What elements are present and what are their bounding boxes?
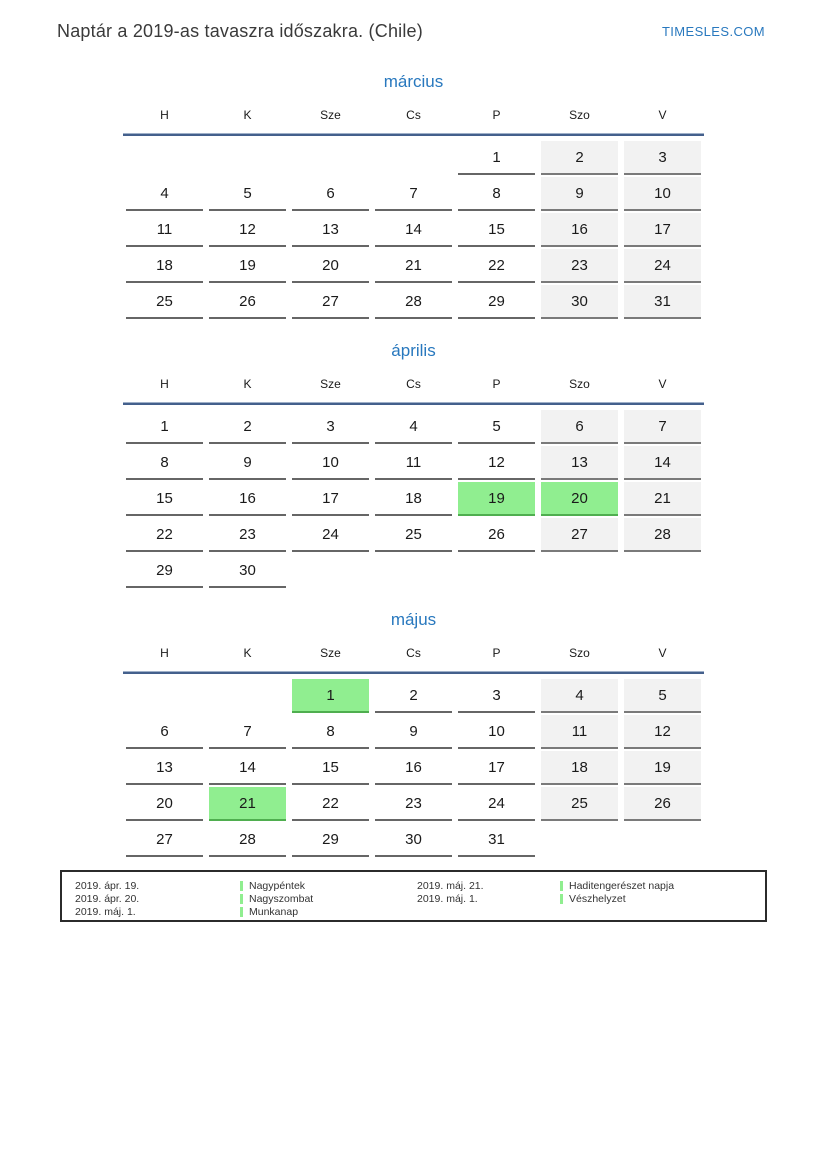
day-cell xyxy=(621,714,704,750)
day-number: 23 xyxy=(571,256,588,274)
day-number: 27 xyxy=(322,292,339,310)
day-number: 7 xyxy=(409,184,418,202)
weekday-label: Cs xyxy=(406,646,421,660)
day-cell xyxy=(621,786,704,822)
weekday-label: K xyxy=(243,377,252,391)
weekday-label: V xyxy=(658,108,667,122)
day-number: 22 xyxy=(322,794,339,812)
day-number: 16 xyxy=(239,489,256,507)
day-number: 18 xyxy=(156,256,173,274)
day-number: 9 xyxy=(409,722,418,740)
day-cell xyxy=(455,176,538,212)
day-cell xyxy=(372,517,455,553)
day-cell xyxy=(455,481,538,517)
day-cell xyxy=(206,248,289,284)
weekday-label: Sze xyxy=(320,377,341,391)
day-cell xyxy=(289,714,372,750)
day-cell xyxy=(538,445,621,481)
day-cell xyxy=(372,786,455,822)
weekday-label: V xyxy=(658,377,667,391)
week-row xyxy=(123,553,704,589)
day-number: 20 xyxy=(156,794,173,812)
day-cell xyxy=(538,517,621,553)
day-number: 15 xyxy=(156,489,173,507)
day-cell xyxy=(621,140,704,176)
day-cell xyxy=(455,212,538,248)
legend-date: 2019. ápr. 19. xyxy=(75,879,140,892)
day-number: 28 xyxy=(405,292,422,310)
day-number: 30 xyxy=(239,561,256,579)
day-cell xyxy=(621,409,704,445)
legend-date: 2019. ápr. 20. xyxy=(75,892,140,905)
weeks-grid xyxy=(123,140,704,320)
day-number: 22 xyxy=(156,525,173,543)
legend-date: 2019. máj. 1. xyxy=(417,892,478,905)
day-cell xyxy=(372,212,455,248)
day-cell xyxy=(455,409,538,445)
legend-label: Munkanap xyxy=(249,905,299,918)
weekday-label: H xyxy=(160,377,169,391)
day-number: 8 xyxy=(492,184,501,202)
day-number: 1 xyxy=(160,417,169,435)
day-number: 29 xyxy=(156,561,173,579)
holiday-marker-icon xyxy=(560,894,563,904)
weekday-label: P xyxy=(492,108,501,122)
day-cell xyxy=(123,445,206,481)
week-row xyxy=(123,750,704,786)
weekday-label: Szo xyxy=(569,377,590,391)
day-cell xyxy=(206,822,289,858)
day-number: 24 xyxy=(654,256,671,274)
day-number: 26 xyxy=(239,292,256,310)
day-cell xyxy=(372,750,455,786)
day-cell xyxy=(123,481,206,517)
day-cell xyxy=(289,212,372,248)
day-cell xyxy=(123,714,206,750)
legend-date: 2019. máj. 1. xyxy=(75,905,136,918)
day-cell xyxy=(538,212,621,248)
weekday-label: Cs xyxy=(406,377,421,391)
day-number: 16 xyxy=(571,220,588,238)
day-cell xyxy=(621,553,704,589)
weekday-header-row xyxy=(123,372,704,396)
weekday-label: K xyxy=(243,646,252,660)
day-cell xyxy=(123,553,206,589)
day-cell xyxy=(621,248,704,284)
day-number: 3 xyxy=(658,148,667,166)
page-title: Naptár a 2019-as tavaszra időszakra. (Chile) xyxy=(57,21,423,41)
holiday-marker-icon xyxy=(240,907,243,917)
day-number: 23 xyxy=(239,525,256,543)
day-cell xyxy=(206,714,289,750)
day-number: 9 xyxy=(575,184,584,202)
day-cell xyxy=(206,481,289,517)
legend-date: 2019. máj. 21. xyxy=(417,879,484,892)
day-number: 1 xyxy=(492,148,501,166)
week-row xyxy=(123,212,704,248)
day-number: 8 xyxy=(326,722,335,740)
day-number: 12 xyxy=(488,453,505,471)
day-number: 20 xyxy=(571,489,588,507)
day-cell xyxy=(206,553,289,589)
day-number: 18 xyxy=(405,489,422,507)
day-cell xyxy=(538,481,621,517)
day-number: 22 xyxy=(488,256,505,274)
day-number: 2 xyxy=(575,148,584,166)
day-number: 23 xyxy=(405,794,422,812)
day-cell xyxy=(289,678,372,714)
day-number: 5 xyxy=(658,686,667,704)
month-section xyxy=(123,70,704,320)
day-number: 19 xyxy=(239,256,256,274)
day-cell xyxy=(538,248,621,284)
week-row xyxy=(123,409,704,445)
day-number: 10 xyxy=(654,184,671,202)
day-number: 10 xyxy=(488,722,505,740)
day-number: 16 xyxy=(405,758,422,776)
legend-row xyxy=(75,879,313,892)
legend-column-left xyxy=(75,879,313,918)
weekday-label: H xyxy=(160,646,169,660)
day-number: 27 xyxy=(571,525,588,543)
month-header-line xyxy=(123,133,704,136)
day-number: 25 xyxy=(571,794,588,812)
day-number: 28 xyxy=(239,830,256,848)
month-section xyxy=(123,339,704,589)
day-cell xyxy=(538,822,621,858)
day-cell xyxy=(289,822,372,858)
month-header-line xyxy=(123,402,704,405)
day-number: 21 xyxy=(239,794,256,812)
day-cell xyxy=(621,212,704,248)
day-cell xyxy=(372,822,455,858)
day-cell xyxy=(123,176,206,212)
legend-label: Vészhelyzet xyxy=(569,892,626,905)
weekday-label: Szo xyxy=(569,108,590,122)
day-cell xyxy=(455,678,538,714)
day-cell xyxy=(372,140,455,176)
legend-row xyxy=(75,892,313,905)
weekday-label: Sze xyxy=(320,646,341,660)
day-cell xyxy=(289,481,372,517)
month-section xyxy=(123,608,704,858)
day-number: 17 xyxy=(654,220,671,238)
day-number: 10 xyxy=(322,453,339,471)
day-cell xyxy=(372,553,455,589)
day-cell xyxy=(621,176,704,212)
day-cell xyxy=(538,678,621,714)
weekday-label: Cs xyxy=(406,108,421,122)
holiday-marker-icon xyxy=(560,881,563,891)
day-number: 25 xyxy=(405,525,422,543)
day-cell xyxy=(123,212,206,248)
week-row xyxy=(123,481,704,517)
day-number: 18 xyxy=(571,758,588,776)
week-row xyxy=(123,284,704,320)
day-number: 1 xyxy=(326,686,335,704)
day-cell xyxy=(289,248,372,284)
day-number: 29 xyxy=(488,292,505,310)
day-number: 30 xyxy=(405,830,422,848)
day-cell xyxy=(206,140,289,176)
day-cell xyxy=(372,481,455,517)
day-cell xyxy=(289,750,372,786)
weekday-header-row xyxy=(123,103,704,127)
day-cell xyxy=(455,140,538,176)
month-header-line xyxy=(123,671,704,674)
day-number: 24 xyxy=(322,525,339,543)
day-number: 17 xyxy=(322,489,339,507)
site-link[interactable]: TIMESLES.COM xyxy=(661,24,765,39)
weeks-grid xyxy=(123,409,704,589)
day-cell xyxy=(455,714,538,750)
weekday-label: P xyxy=(492,377,501,391)
day-number: 26 xyxy=(654,794,671,812)
day-cell xyxy=(455,553,538,589)
day-number: 13 xyxy=(322,220,339,238)
day-cell xyxy=(206,212,289,248)
day-cell xyxy=(538,284,621,320)
day-cell xyxy=(289,517,372,553)
day-number: 14 xyxy=(405,220,422,238)
week-row xyxy=(123,140,704,176)
day-number: 4 xyxy=(575,686,584,704)
day-number: 11 xyxy=(571,722,588,740)
day-cell xyxy=(206,678,289,714)
week-row xyxy=(123,445,704,481)
day-number: 21 xyxy=(405,256,422,274)
day-number: 27 xyxy=(156,830,173,848)
day-cell xyxy=(123,822,206,858)
day-number: 21 xyxy=(654,489,671,507)
day-number: 24 xyxy=(488,794,505,812)
day-number: 15 xyxy=(322,758,339,776)
day-cell xyxy=(289,284,372,320)
day-cell xyxy=(455,786,538,822)
day-cell xyxy=(289,786,372,822)
day-number: 9 xyxy=(243,453,252,471)
day-number: 14 xyxy=(239,758,256,776)
weekday-label: H xyxy=(160,108,169,122)
week-row xyxy=(123,786,704,822)
day-cell xyxy=(206,176,289,212)
day-number: 14 xyxy=(654,453,671,471)
day-cell xyxy=(289,176,372,212)
day-number: 15 xyxy=(488,220,505,238)
day-number: 12 xyxy=(654,722,671,740)
legend-label: Nagypéntek xyxy=(249,879,306,892)
day-cell xyxy=(621,517,704,553)
day-number: 13 xyxy=(571,453,588,471)
week-row xyxy=(123,714,704,750)
day-cell xyxy=(621,678,704,714)
day-cell xyxy=(621,284,704,320)
legend-label: Nagyszombat xyxy=(249,892,314,905)
day-cell xyxy=(621,822,704,858)
day-number: 4 xyxy=(160,184,169,202)
day-cell xyxy=(538,750,621,786)
day-cell xyxy=(206,750,289,786)
day-number: 11 xyxy=(405,453,422,471)
day-cell xyxy=(538,409,621,445)
day-cell xyxy=(372,445,455,481)
day-cell xyxy=(455,750,538,786)
day-cell xyxy=(206,409,289,445)
day-cell xyxy=(538,553,621,589)
day-cell xyxy=(123,750,206,786)
weekday-label: V xyxy=(658,646,667,660)
day-cell xyxy=(123,517,206,553)
day-cell xyxy=(455,284,538,320)
day-cell xyxy=(621,481,704,517)
day-cell xyxy=(455,517,538,553)
legend-row xyxy=(417,879,674,892)
day-cell xyxy=(538,786,621,822)
day-number: 7 xyxy=(243,722,252,740)
legend-row xyxy=(75,905,313,918)
day-cell xyxy=(621,445,704,481)
day-cell xyxy=(123,786,206,822)
legend-label: Haditengerészet napja xyxy=(569,879,675,892)
weeks-grid xyxy=(123,678,704,858)
day-number: 17 xyxy=(488,758,505,776)
day-number: 7 xyxy=(658,417,667,435)
day-cell xyxy=(206,445,289,481)
day-number: 6 xyxy=(575,417,584,435)
month-title: május xyxy=(390,610,437,629)
day-cell xyxy=(455,248,538,284)
day-cell xyxy=(289,445,372,481)
day-number: 8 xyxy=(160,453,169,471)
day-cell xyxy=(289,409,372,445)
day-cell xyxy=(538,140,621,176)
week-row xyxy=(123,248,704,284)
day-number: 4 xyxy=(409,417,418,435)
day-number: 25 xyxy=(156,292,173,310)
day-cell xyxy=(289,553,372,589)
week-row xyxy=(123,517,704,553)
day-number: 26 xyxy=(488,525,505,543)
day-cell xyxy=(123,284,206,320)
weekday-label: Sze xyxy=(320,108,341,122)
day-number: 11 xyxy=(156,220,173,238)
day-number: 2 xyxy=(409,686,418,704)
day-number: 19 xyxy=(654,758,671,776)
day-cell xyxy=(123,140,206,176)
day-cell xyxy=(206,517,289,553)
day-number: 5 xyxy=(492,417,501,435)
day-cell xyxy=(455,822,538,858)
day-cell xyxy=(372,248,455,284)
day-cell xyxy=(372,409,455,445)
day-cell xyxy=(621,750,704,786)
day-number: 12 xyxy=(239,220,256,238)
day-cell xyxy=(372,714,455,750)
day-number: 19 xyxy=(488,489,505,507)
day-number: 31 xyxy=(488,830,505,848)
day-number: 3 xyxy=(492,686,501,704)
day-number: 2 xyxy=(243,417,252,435)
day-cell xyxy=(289,140,372,176)
day-number: 20 xyxy=(322,256,339,274)
day-number: 30 xyxy=(571,292,588,310)
day-number: 29 xyxy=(322,830,339,848)
day-number: 28 xyxy=(654,525,671,543)
day-cell xyxy=(538,714,621,750)
day-number: 6 xyxy=(160,722,169,740)
legend-row xyxy=(417,892,674,905)
legend-column-right xyxy=(417,879,674,905)
weekday-label: K xyxy=(243,108,252,122)
month-title: április xyxy=(391,341,436,360)
week-row xyxy=(123,176,704,212)
day-cell xyxy=(123,678,206,714)
day-number: 5 xyxy=(243,184,252,202)
week-row xyxy=(123,678,704,714)
day-number: 13 xyxy=(156,758,173,776)
weekday-label: Szo xyxy=(569,646,590,660)
holiday-marker-icon xyxy=(240,881,243,891)
day-cell xyxy=(206,786,289,822)
holiday-marker-icon xyxy=(240,894,243,904)
day-number: 31 xyxy=(654,292,671,310)
day-cell xyxy=(123,248,206,284)
day-cell xyxy=(372,678,455,714)
day-cell xyxy=(123,409,206,445)
weekday-header-row xyxy=(123,641,704,665)
day-cell xyxy=(206,284,289,320)
day-cell xyxy=(538,176,621,212)
day-cell xyxy=(372,284,455,320)
week-row xyxy=(123,822,704,858)
legend-box xyxy=(60,870,767,922)
day-cell xyxy=(372,176,455,212)
day-number: 3 xyxy=(326,417,335,435)
day-cell xyxy=(455,445,538,481)
weekday-label: P xyxy=(492,646,501,660)
month-title: március xyxy=(383,72,444,91)
day-number: 6 xyxy=(326,184,335,202)
